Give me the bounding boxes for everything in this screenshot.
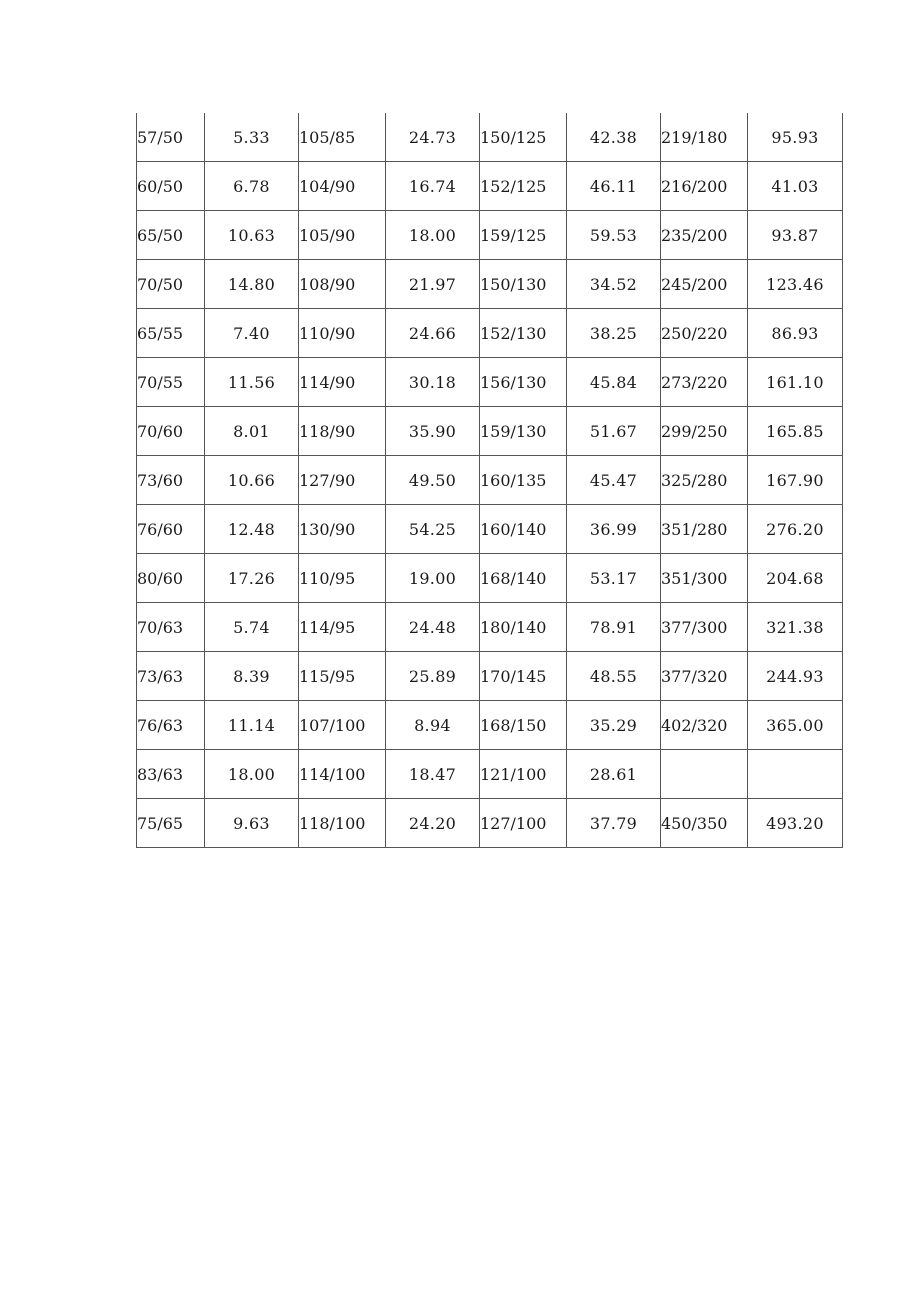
table-row [137,652,843,701]
table-cell-spec: 160/135 [480,456,567,505]
table-cell-value: 8.39 [205,652,299,701]
table-cell-value: 24.66 [386,309,480,358]
table-cell-spec: 73/63 [137,652,205,701]
table-cell-spec: 245/200 [661,260,748,309]
table-cell-spec: 351/280 [661,505,748,554]
table-cell-spec: 70/50 [137,260,205,309]
table-cell-value: 86.93 [748,309,843,358]
table-cell-spec: 110/95 [299,554,386,603]
table-cell-spec: 250/220 [661,309,748,358]
table-row [137,260,843,309]
table-row [137,603,843,652]
table-cell-value: 24.48 [386,603,480,652]
table-cell-spec: 168/150 [480,701,567,750]
table-cell-value: 35.90 [386,407,480,456]
table-cell-value: 36.99 [567,505,661,554]
table-cell-spec: 152/130 [480,309,567,358]
table-cell-value: 46.11 [567,162,661,211]
table-cell-value: 35.29 [567,701,661,750]
table-cell-value: 167.90 [748,456,843,505]
table-row [137,554,843,603]
table-cell-value: 7.40 [205,309,299,358]
table-cell-value: 6.78 [205,162,299,211]
table-cell-value: 41.03 [748,162,843,211]
table-cell-spec [661,750,748,799]
table-cell-value: 53.17 [567,554,661,603]
table-cell-value: 165.85 [748,407,843,456]
table-cell-spec: 115/95 [299,652,386,701]
table-cell-value: 95.93 [748,113,843,162]
table-cell-spec: 75/65 [137,799,205,848]
table-cell-value: 18.00 [205,750,299,799]
table-cell-spec: 121/100 [480,750,567,799]
table-cell-value: 59.53 [567,211,661,260]
table-cell-spec: 127/100 [480,799,567,848]
table-cell-value: 365.00 [748,701,843,750]
table-row [137,701,843,750]
table-cell-spec: 160/140 [480,505,567,554]
table-cell-value: 48.55 [567,652,661,701]
table-cell-value: 17.26 [205,554,299,603]
table-cell-value: 54.25 [386,505,480,554]
table-cell-value: 93.87 [748,211,843,260]
table-cell-spec: 80/60 [137,554,205,603]
table-cell-spec: 73/60 [137,456,205,505]
table-cell-value: 10.63 [205,211,299,260]
table-cell-spec: 159/130 [480,407,567,456]
table-cell-spec: 325/280 [661,456,748,505]
table-row [137,456,843,505]
table-row [137,358,843,407]
table-row [137,309,843,358]
table-cell-value: 11.14 [205,701,299,750]
table-cell-spec: 377/300 [661,603,748,652]
table-cell-spec: 65/55 [137,309,205,358]
table-cell-value: 123.46 [748,260,843,309]
table-cell-value: 42.38 [567,113,661,162]
table-cell-spec: 114/95 [299,603,386,652]
table-cell-value: 45.84 [567,358,661,407]
table-cell-value: 49.50 [386,456,480,505]
table-cell-value: 493.20 [748,799,843,848]
table-cell-spec: 83/63 [137,750,205,799]
table-cell-spec: 70/55 [137,358,205,407]
table-cell-value: 8.01 [205,407,299,456]
table-cell-spec: 235/200 [661,211,748,260]
table-cell-spec: 57/50 [137,113,205,162]
table-cell-spec: 105/85 [299,113,386,162]
table-cell-spec: 130/90 [299,505,386,554]
table-cell-spec: 76/63 [137,701,205,750]
table-row [137,113,843,162]
table-cell-spec: 107/100 [299,701,386,750]
table-cell-spec: 127/90 [299,456,386,505]
table-cell-value: 24.73 [386,113,480,162]
table-cell-value: 25.89 [386,652,480,701]
spec-weight-table [136,113,843,848]
table-cell-spec: 377/320 [661,652,748,701]
table-cell-spec: 65/50 [137,211,205,260]
table-body [137,113,843,848]
table-cell-value: 5.33 [205,113,299,162]
table-cell-value: 14.80 [205,260,299,309]
table-cell-value: 19.00 [386,554,480,603]
table-cell-value: 161.10 [748,358,843,407]
table-cell-value: 5.74 [205,603,299,652]
table-cell-spec: 118/100 [299,799,386,848]
table-cell-value: 78.91 [567,603,661,652]
table-cell-value: 34.52 [567,260,661,309]
table-cell-spec: 60/50 [137,162,205,211]
table-cell-spec: 152/125 [480,162,567,211]
table-row [137,211,843,260]
table-cell-spec: 168/140 [480,554,567,603]
table-cell-value: 21.97 [386,260,480,309]
table-row [137,799,843,848]
table-cell-value: 28.61 [567,750,661,799]
table-cell-spec: 216/200 [661,162,748,211]
table-cell-value: 276.20 [748,505,843,554]
table-cell-value: 12.48 [205,505,299,554]
table-cell-spec: 104/90 [299,162,386,211]
table-cell-spec: 76/60 [137,505,205,554]
table-cell-value: 16.74 [386,162,480,211]
table-row [137,407,843,456]
table-cell-spec: 114/100 [299,750,386,799]
table-cell-spec: 170/145 [480,652,567,701]
table-cell-spec: 108/90 [299,260,386,309]
table-cell-spec: 118/90 [299,407,386,456]
table-cell-value: 244.93 [748,652,843,701]
table-cell-value: 51.67 [567,407,661,456]
table-cell-value: 10.66 [205,456,299,505]
table-cell-value: 30.18 [386,358,480,407]
table-row [137,505,843,554]
table-cell-value: 321.38 [748,603,843,652]
table-cell-spec: 105/90 [299,211,386,260]
table-cell-spec: 180/140 [480,603,567,652]
table-cell-spec: 351/300 [661,554,748,603]
table-cell-value: 38.25 [567,309,661,358]
table-cell-spec: 219/180 [661,113,748,162]
table-cell-value: 204.68 [748,554,843,603]
table-cell-value: 37.79 [567,799,661,848]
table-cell-value: 18.47 [386,750,480,799]
table-row [137,750,843,799]
table-cell-value: 9.63 [205,799,299,848]
table-cell-spec: 159/125 [480,211,567,260]
table-cell-spec: 150/130 [480,260,567,309]
table-cell-spec: 110/90 [299,309,386,358]
table-cell-value: 45.47 [567,456,661,505]
table-row [137,162,843,211]
table-cell-spec: 156/130 [480,358,567,407]
table-cell-value [748,750,843,799]
table-cell-spec: 150/125 [480,113,567,162]
table-cell-spec: 299/250 [661,407,748,456]
table-cell-spec: 450/350 [661,799,748,848]
table-cell-value: 8.94 [386,701,480,750]
table-cell-spec: 273/220 [661,358,748,407]
table-cell-value: 24.20 [386,799,480,848]
table-cell-value: 11.56 [205,358,299,407]
table-cell-spec: 402/320 [661,701,748,750]
table-cell-spec: 70/60 [137,407,205,456]
table-cell-value: 18.00 [386,211,480,260]
table-cell-spec: 70/63 [137,603,205,652]
table-cell-spec: 114/90 [299,358,386,407]
